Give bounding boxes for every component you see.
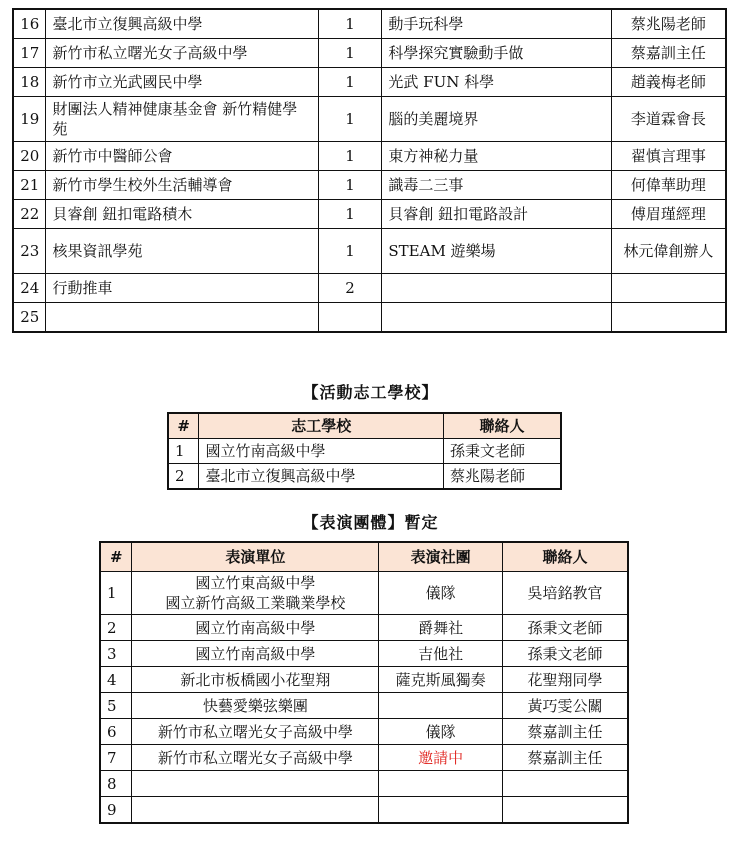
org-cell: 核果資訊學苑	[46, 229, 318, 274]
contact-cell: 蔡兆陽老師	[444, 464, 561, 490]
exhibitor-table	[12, 8, 727, 333]
activity-cell: 動手玩科學	[382, 9, 611, 39]
club-cell-pending: 邀請中	[379, 745, 503, 771]
row-number: 4	[100, 667, 132, 693]
header-number: #	[168, 413, 199, 439]
contact-cell	[611, 303, 726, 333]
table-row	[13, 303, 726, 333]
contact-cell	[502, 771, 628, 797]
table-row	[100, 719, 628, 745]
table-row	[13, 171, 726, 200]
contact-cell: 孫秉文老師	[444, 439, 561, 464]
activity-cell: 貝睿創 鈕扣電路設計	[382, 200, 611, 229]
contact-cell: 蔡兆陽老師	[611, 9, 726, 39]
count-cell: 1	[318, 97, 382, 142]
org-cell: 新竹市學生校外生活輔導會	[46, 171, 318, 200]
header-contact: 聯絡人	[444, 413, 561, 439]
performance-table	[99, 541, 629, 824]
activity-cell	[382, 274, 611, 303]
contact-cell: 黃巧雯公關	[502, 693, 628, 719]
org-cell: 新竹市私立曙光女子高級中學	[46, 39, 318, 68]
club-cell: 薩克斯風獨奏	[379, 667, 503, 693]
unit-cell: 新竹市私立曙光女子高級中學	[132, 719, 379, 745]
header-club: 表演社團	[379, 542, 503, 572]
table-row	[168, 464, 561, 490]
row-number: 22	[13, 200, 46, 229]
row-number: 25	[13, 303, 46, 333]
activity-cell: 科學探究實驗動手做	[382, 39, 611, 68]
row-number: 7	[100, 745, 132, 771]
row-number: 2	[100, 615, 132, 641]
club-cell	[379, 797, 503, 824]
row-number: 3	[100, 641, 132, 667]
row-number: 9	[100, 797, 132, 824]
count-cell: 1	[318, 142, 382, 171]
unit-cell: 新竹市私立曙光女子高級中學	[132, 745, 379, 771]
activity-cell: 東方神秘力量	[382, 142, 611, 171]
org-cell: 臺北市立復興高級中學	[46, 9, 318, 39]
contact-cell: 蔡嘉訓主任	[611, 39, 726, 68]
row-number: 17	[13, 39, 46, 68]
row-number: 5	[100, 693, 132, 719]
contact-cell: 翟慎言理事	[611, 142, 726, 171]
row-number: 23	[13, 229, 46, 274]
row-number: 16	[13, 9, 46, 39]
table-row	[100, 641, 628, 667]
row-number: 8	[100, 771, 132, 797]
volunteer-table	[167, 412, 562, 490]
table-row	[100, 615, 628, 641]
table-row	[100, 745, 628, 771]
unit-cell: 新北市板橋國小花聖翔	[132, 667, 379, 693]
table-row	[13, 200, 726, 229]
row-number: 6	[100, 719, 132, 745]
performance-section-title: 【表演團體】暫定	[302, 513, 439, 532]
row-number: 1	[168, 439, 199, 464]
count-cell: 1	[318, 39, 382, 68]
contact-cell: 孫秉文老師	[502, 615, 628, 641]
contact-cell: 蔡嘉訓主任	[502, 745, 628, 771]
header-school: 志工學校	[199, 413, 444, 439]
contact-cell: 傅眉瑾經理	[611, 200, 726, 229]
activity-cell: 光武 FUN 科學	[382, 68, 611, 97]
header-contact: 聯絡人	[502, 542, 628, 572]
table-row	[100, 693, 628, 719]
count-cell	[318, 303, 382, 333]
table-row	[168, 439, 561, 464]
table-header-row	[100, 542, 628, 572]
unit-cell: 國立竹南高級中學	[132, 615, 379, 641]
school-cell: 臺北市立復興高級中學	[199, 464, 444, 490]
table-row	[100, 667, 628, 693]
count-cell: 1	[318, 200, 382, 229]
table-row	[13, 39, 726, 68]
table-row	[13, 274, 726, 303]
row-number: 18	[13, 68, 46, 97]
row-number: 1	[100, 572, 132, 615]
row-number: 19	[13, 97, 46, 142]
header-unit: 表演單位	[132, 542, 379, 572]
table-row	[13, 229, 726, 274]
count-cell: 1	[318, 171, 382, 200]
unit-cell	[132, 572, 379, 615]
contact-cell: 何偉華助理	[611, 171, 726, 200]
club-cell	[379, 693, 503, 719]
table-row	[100, 572, 628, 615]
contact-cell	[611, 274, 726, 303]
table-row	[13, 9, 726, 39]
activity-cell: STEAM 遊樂場	[382, 229, 611, 274]
unit-cell: 國立竹南高級中學	[132, 641, 379, 667]
activity-cell: 識毒二三事	[382, 171, 611, 200]
contact-cell: 吳培銘教官	[502, 572, 628, 615]
count-cell: 1	[318, 68, 382, 97]
club-cell: 儀隊	[379, 572, 503, 615]
club-cell	[379, 771, 503, 797]
contact-cell: 李道霖會長	[611, 97, 726, 142]
org-cell: 新竹市立光武國民中學	[46, 68, 318, 97]
contact-cell	[502, 797, 628, 824]
club-cell: 吉他社	[379, 641, 503, 667]
org-cell: 新竹市中醫師公會	[46, 142, 318, 171]
contact-cell: 林元偉創辦人	[611, 229, 726, 274]
contact-cell: 趙義梅老師	[611, 68, 726, 97]
table-row	[13, 142, 726, 171]
table-row	[13, 97, 726, 142]
unit-cell	[132, 771, 379, 797]
unit-cell	[132, 797, 379, 824]
row-number: 2	[168, 464, 199, 490]
row-number: 21	[13, 171, 46, 200]
header-number: #	[100, 542, 132, 572]
school-cell: 國立竹南高級中學	[199, 439, 444, 464]
table-row	[100, 771, 628, 797]
table-row	[100, 797, 628, 824]
count-cell: 2	[318, 274, 382, 303]
row-number: 24	[13, 274, 46, 303]
contact-cell: 孫秉文老師	[502, 641, 628, 667]
org-cell: 財團法人精神健康基金會 新竹精健學苑	[46, 97, 318, 142]
table-row	[13, 68, 726, 97]
org-cell	[46, 303, 318, 333]
activity-cell	[382, 303, 611, 333]
count-cell: 1	[318, 229, 382, 274]
unit-cell: 快藝愛樂弦樂團	[132, 693, 379, 719]
unit-line: 國立新竹高級工業職業學校	[165, 594, 346, 612]
contact-cell: 花聖翔同學	[502, 667, 628, 693]
org-cell: 貝睿創 鈕扣電路積木	[46, 200, 318, 229]
table-header-row	[168, 413, 561, 439]
volunteer-section-title: 【活動志工學校】	[302, 383, 439, 402]
club-cell: 儀隊	[379, 719, 503, 745]
contact-cell: 蔡嘉訓主任	[502, 719, 628, 745]
row-number: 20	[13, 142, 46, 171]
count-cell: 1	[318, 9, 382, 39]
club-cell: 爵舞社	[379, 615, 503, 641]
org-cell: 行動推車	[46, 274, 318, 303]
unit-line: 國立竹東高級中學	[195, 574, 316, 592]
activity-cell: 腦的美麗境界	[382, 97, 611, 142]
